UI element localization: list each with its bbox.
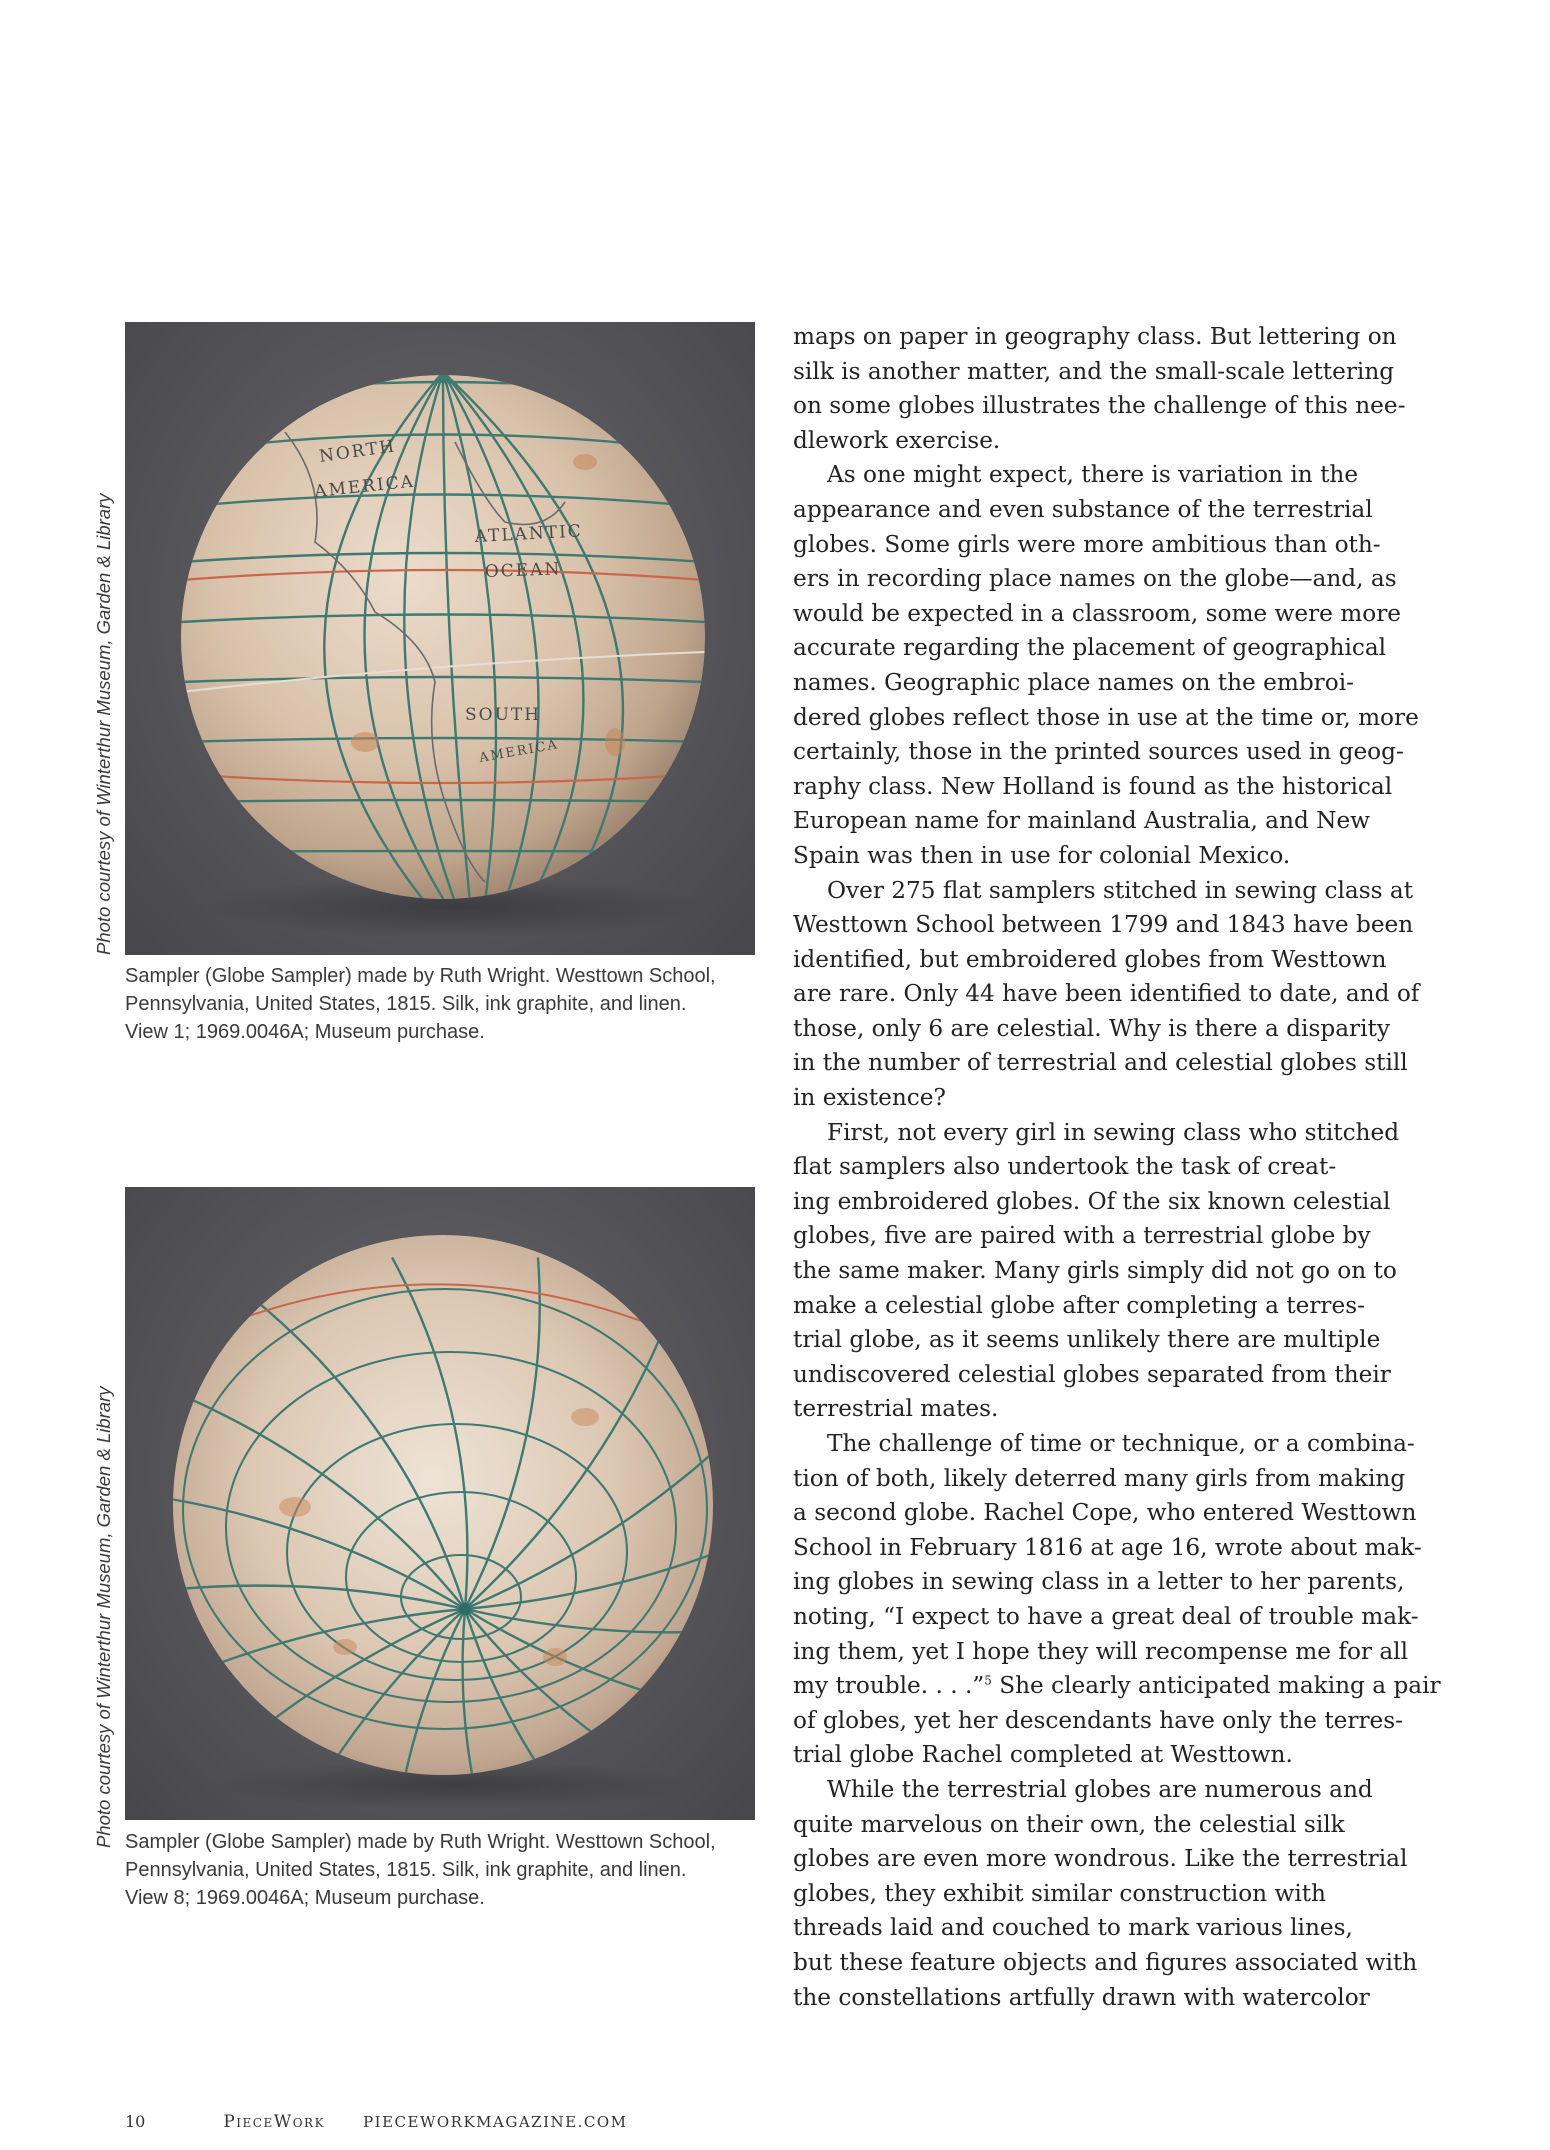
- page-number: 10: [125, 2112, 146, 2131]
- text-line: would be expected in a classroom, some were more: [793, 599, 1402, 627]
- text-line: ers in recording place names on the globe—and, as: [793, 565, 1397, 593]
- article-paragraph: [793, 320, 1443, 458]
- text-line: in existence?: [793, 1084, 946, 1112]
- text-line: certainly, those in the printed sources used in geog-: [793, 738, 1404, 766]
- text-line: identified, but embroidered globes from Westtown: [793, 945, 1387, 973]
- text-line: trial globe, as it seems unlikely there are multiple: [793, 1326, 1381, 1354]
- globe-photo-view-8: [125, 1187, 755, 1820]
- article-paragraph: [793, 458, 1443, 873]
- globe-label-south: SOUTH: [465, 705, 542, 725]
- text-line: those, only 6 are celestial. Why is there a disparity: [793, 1014, 1390, 1042]
- text-line: Spain was then in use for colonial Mexico.: [793, 841, 1291, 869]
- globe-photo-view-1: [125, 322, 755, 955]
- text-line: dlework exercise.: [793, 426, 1001, 454]
- text-line: While the terrestrial globes are numerous and: [827, 1775, 1373, 1803]
- photo-caption-1: [125, 962, 765, 1046]
- photo-credit-1: Photo courtesy of Winterthur Museum, Garden & Library: [93, 493, 114, 955]
- caption-1-line: Sampler (Globe Sampler) made by Ruth Wright. Westtown School,: [125, 965, 716, 987]
- globe-label-america-north: AMERICA: [313, 471, 416, 502]
- text-line: flat samplers also undertook the task of creat-: [793, 1153, 1337, 1181]
- text-line: accurate regarding the placement of geographical: [793, 634, 1387, 662]
- text-line: globes are even more wondrous. Like the terrestrial: [793, 1845, 1408, 1873]
- text-line: terrestrial mates.: [793, 1395, 999, 1423]
- text-line: undiscovered celestial globes separated from their: [793, 1360, 1391, 1388]
- globe-label-ocean: OCEAN: [484, 559, 562, 582]
- text-line: tion of both, likely deterred many girls from making: [793, 1464, 1406, 1492]
- text-line: silk is another matter, and the small-scale lettering: [793, 357, 1395, 385]
- text-line: globes. Some girls were more ambitious than oth-: [793, 530, 1381, 558]
- text-line: the same maker. Many girls simply did not go on to: [793, 1257, 1397, 1285]
- globe-illustration-view-1: [125, 322, 755, 955]
- text-line: dered globes reflect those in use at the time or, more: [793, 703, 1419, 731]
- caption-2-line: View 8; 1969.0046A; Museum purchase.: [125, 1887, 485, 1909]
- text-line: names. Geographic place names on the embroi-: [793, 668, 1354, 696]
- text-fragment: She clearly anticipated making a pair: [991, 1672, 1441, 1700]
- text-line: a second globe. Rachel Cope, who entered Westtown: [793, 1499, 1417, 1527]
- text-line: but these feature objects and figures associated with: [793, 1948, 1418, 1976]
- text-line: The challenge of time or technique, or a combina-: [827, 1430, 1415, 1457]
- text-line: First, not every girl in sewing class who stitched: [827, 1118, 1400, 1146]
- photo-caption-2: [125, 1828, 765, 1912]
- text-line: make a celestial globe after completing a terres-: [793, 1291, 1365, 1319]
- text-line: in the number of terrestrial and celestial globes still: [793, 1049, 1408, 1077]
- text-line: raphy class. New Holland is found as the historical: [793, 772, 1393, 800]
- article-paragraph: [793, 874, 1443, 1116]
- caption-1-line: Pennsylvania, United States, 1815. Silk, ink graphite, and linen.: [125, 993, 687, 1015]
- article-paragraph: [793, 1116, 1443, 1427]
- photo-credit-2: Photo courtesy of Winterthur Museum, Garden & Library: [93, 1386, 114, 1848]
- text-line: quite marvelous on their own, the celestial silk: [793, 1810, 1345, 1838]
- magazine-website[interactable]: PIECEWORKMAGAZINE.COM: [363, 2113, 628, 2131]
- text-line: As one might expect, there is variation in the: [827, 461, 1359, 489]
- text-line: Over 275 flat samplers stitched in sewing class at: [827, 876, 1414, 904]
- text-line: globes, five are paired with a terrestrial globe by: [793, 1222, 1371, 1250]
- text-line: School in February 1816 at age 16, wrote about mak-: [793, 1533, 1422, 1561]
- caption-2-line: Sampler (Globe Sampler) made by Ruth Wright. Westtown School,: [125, 1831, 716, 1853]
- globe-label-atlantic: ATLANTIC: [474, 521, 584, 547]
- text-line: threads laid and couched to mark various lines,: [793, 1914, 1353, 1942]
- text-line: maps on paper in geography class. But lettering on: [793, 323, 1397, 350]
- text-line: trial globe Rachel completed at Westtown.: [793, 1741, 1293, 1769]
- text-fragment: my trouble. . . .”: [793, 1672, 985, 1700]
- text-line-with-footnote: [793, 1669, 1443, 1704]
- page-footer: [125, 2112, 628, 2132]
- article-body: [793, 320, 1443, 2015]
- text-line: are rare. Only 44 have been identified to date, and of: [793, 980, 1420, 1008]
- text-line: Westtown School between 1799 and 1843 have been: [793, 911, 1414, 939]
- footnote-marker: 5: [984, 1673, 992, 1688]
- text-line: ing globes in sewing class in a letter to her parents,: [793, 1568, 1405, 1596]
- caption-2-line: Pennsylvania, United States, 1815. Silk, ink graphite, and linen.: [125, 1859, 687, 1881]
- text-line: globes, they exhibit similar construction with: [793, 1879, 1326, 1907]
- text-line: European name for mainland Australia, and New: [793, 807, 1371, 835]
- text-line: appearance and even substance of the terrestrial: [793, 495, 1373, 523]
- magazine-name: PieceWork: [223, 2112, 326, 2132]
- text-line: of globes, yet her descendants have only the terres-: [793, 1706, 1403, 1734]
- text-line: on some globes illustrates the challenge of this nee-: [793, 392, 1406, 420]
- globe-illustration-view-8: [125, 1187, 755, 1820]
- text-line: the constellations artfully drawn with watercolor: [793, 1983, 1370, 2011]
- text-line: ing embroidered globes. Of the six known celestial: [793, 1187, 1391, 1215]
- article-paragraph: [793, 1773, 1443, 2015]
- text-line: noting, “I expect to have a great deal of trouble mak-: [793, 1602, 1419, 1630]
- article-paragraph: [793, 1427, 1443, 1773]
- text-line: ing them, yet I hope they will recompense me for all: [793, 1637, 1409, 1665]
- caption-1-line: View 1; 1969.0046A; Museum purchase.: [125, 1021, 485, 1043]
- globe-label-america-south: AMERICA: [478, 737, 560, 766]
- globe-label-north: NORTH: [317, 436, 398, 467]
